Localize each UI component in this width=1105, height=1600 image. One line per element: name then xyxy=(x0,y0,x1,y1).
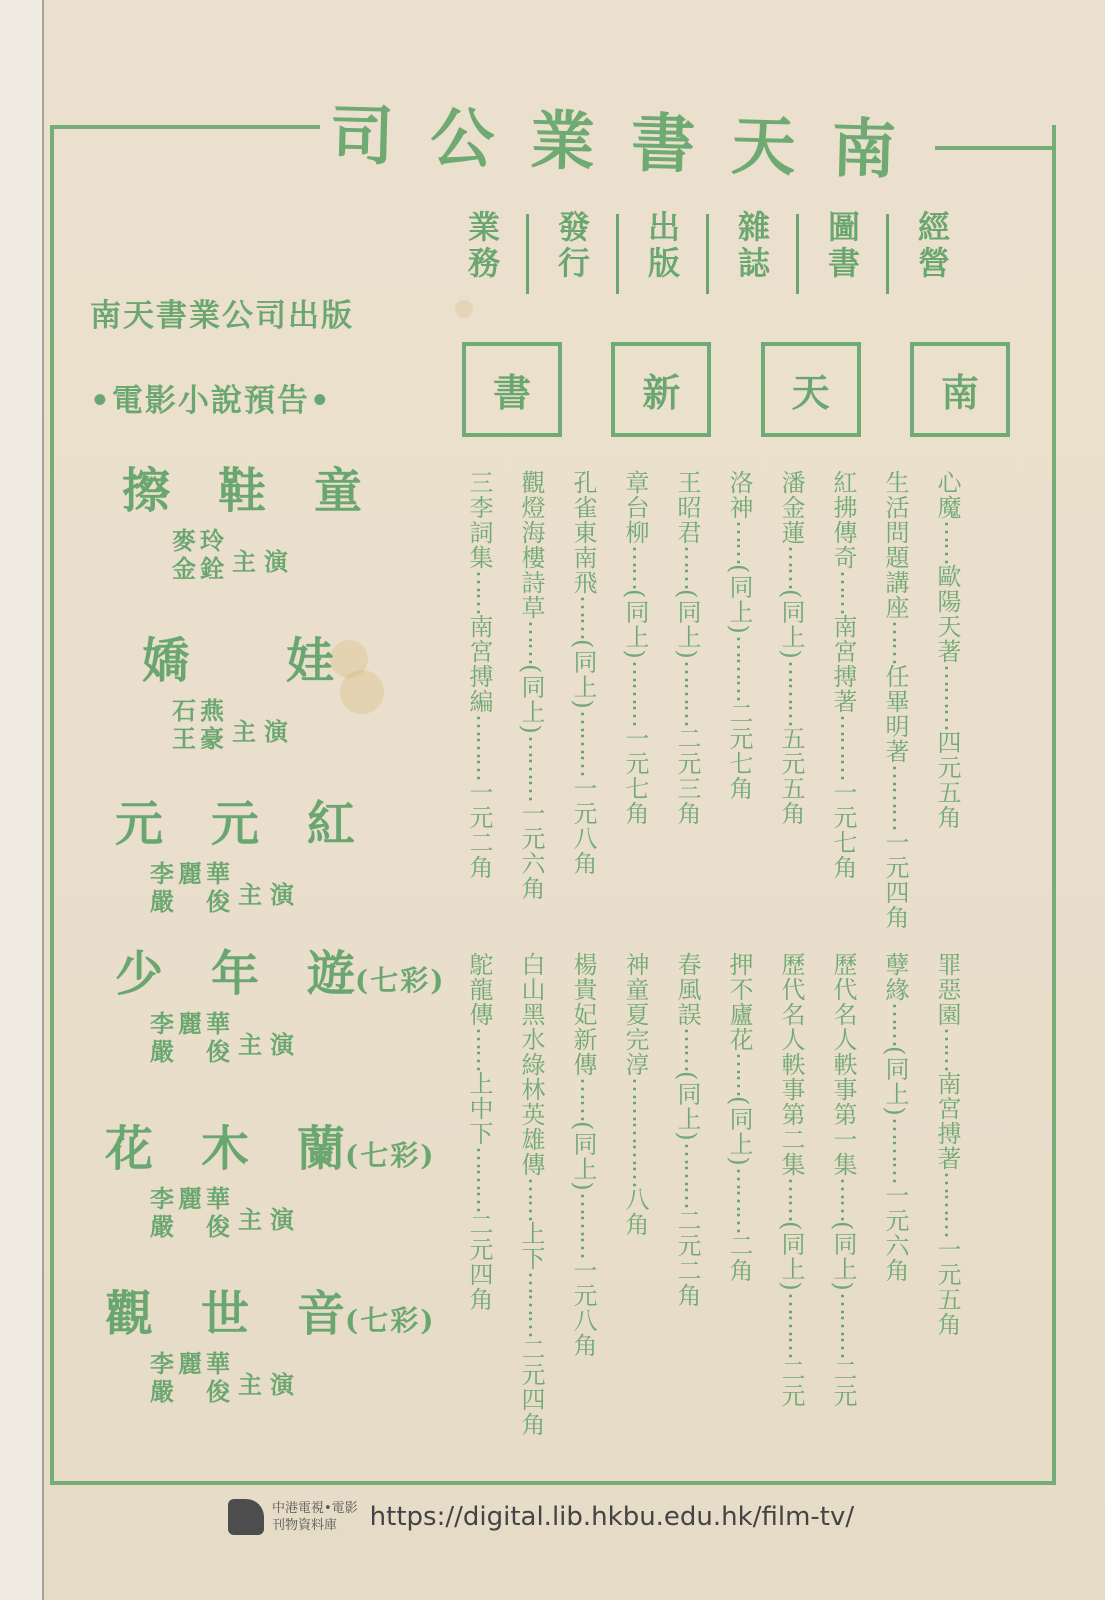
cast-name: 金銓 xyxy=(172,554,228,583)
cast-names xyxy=(172,697,228,753)
book-title: 王昭君 xyxy=(673,470,701,545)
book-entry xyxy=(724,952,754,1283)
leader-dots: ⋯⋯ xyxy=(829,1177,857,1221)
role-label: 主演 xyxy=(232,547,296,576)
film-title-text: 元 元 紅 xyxy=(115,796,356,852)
film-preview-panel xyxy=(90,290,430,420)
section-title: •電影小說預告• xyxy=(90,383,332,419)
film-title xyxy=(142,622,334,691)
film-title xyxy=(105,1110,436,1179)
book-author: 南宮搏著 xyxy=(829,614,857,714)
camera-logo-icon xyxy=(228,1499,264,1535)
leader-dots: ⋯⋯ xyxy=(465,570,493,614)
leader-dots: ⋯⋯ xyxy=(517,1177,545,1221)
leader-dots: ⋯⋯ xyxy=(673,545,701,589)
role-label: 主演 xyxy=(238,1030,302,1059)
book-author: (同上) xyxy=(881,1046,909,1117)
leader-dots: ⋯⋯ xyxy=(933,1027,961,1071)
book-entry xyxy=(516,470,546,901)
book-author: (同上) xyxy=(621,589,649,660)
book-title: 罪惡園 xyxy=(933,952,961,1027)
film-title-text: 花 木 蘭 xyxy=(105,1121,346,1177)
leader-dots: ⋯⋯ xyxy=(517,620,545,664)
book-entry xyxy=(672,952,702,1308)
leader-dots: ⋯⋯ xyxy=(725,520,753,564)
book-entry xyxy=(620,470,650,826)
film-cast xyxy=(150,1350,302,1406)
book-entry xyxy=(828,470,858,880)
cast-names xyxy=(150,860,234,916)
footer-org xyxy=(272,1500,358,1534)
book-author: 歐陽天著 xyxy=(933,564,961,664)
film-title xyxy=(105,1275,436,1344)
book-title: 鴕龍傳 xyxy=(465,952,493,1027)
footer-url[interactable]: https://digital.lib.hkbu.edu.hk/film-tv/ xyxy=(369,1502,855,1532)
book-title: 觀燈海樓詩草 xyxy=(517,470,545,620)
book-author: 上下 xyxy=(517,1221,545,1271)
title-char: 業 xyxy=(529,103,630,181)
color-tag: (七彩) xyxy=(345,1139,436,1172)
leader-dots: ⋯⋯ xyxy=(829,570,857,614)
business-line: 經營 xyxy=(913,210,951,282)
leader-dots: ⋯⋯ xyxy=(777,1177,805,1221)
leader-dots: ⋯⋯⋯ xyxy=(725,1166,753,1233)
book-author: (同上) xyxy=(725,564,753,635)
book-price: 二角 xyxy=(725,1232,753,1283)
book-price: 八角 xyxy=(621,1187,649,1237)
book-entry xyxy=(828,952,858,1408)
book-price: 二元三角 xyxy=(673,725,701,826)
film-title-text: 觀 世 音 xyxy=(105,1286,346,1342)
leader-dots: ⋯⋯⋯ xyxy=(829,1291,857,1358)
banner-box: 天 xyxy=(761,342,861,437)
book-price: 二元四角 xyxy=(517,1337,545,1437)
book-entry xyxy=(880,952,910,1283)
leader-dots: ⋯⋯ xyxy=(621,545,649,589)
cast-names xyxy=(150,1350,234,1406)
cast-name: 李麗華 xyxy=(150,1184,234,1213)
role-label: 主演 xyxy=(238,1205,302,1234)
color-tag: (七彩) xyxy=(355,964,446,997)
book-author: 南宮搏著 xyxy=(933,1071,961,1171)
book-entry xyxy=(568,952,598,1358)
book-title: 章台柳 xyxy=(621,470,649,545)
border-frame-top-left xyxy=(50,125,320,129)
book-entry xyxy=(516,952,546,1437)
role-label: 主演 xyxy=(232,717,296,746)
book-author: (同上) xyxy=(725,1096,753,1167)
leader-dots: ⋯⋯⋯ xyxy=(933,1171,961,1237)
leader-dots: ⋯⋯⋯ xyxy=(933,664,961,730)
book-title: 神童夏完淳 xyxy=(621,952,649,1077)
business-line: 出版 xyxy=(643,210,681,282)
book-title: 歷代名人軼事第二集 xyxy=(777,952,805,1177)
film-title-text: 少 年 遊 xyxy=(115,946,356,1002)
leader-dots: ⋯⋯ xyxy=(569,595,597,639)
film-title-text: 擦 鞋 童 xyxy=(122,463,363,519)
book-title: 白山黑水綠林英雄傳 xyxy=(517,952,545,1177)
cast-names xyxy=(172,527,228,583)
book-list xyxy=(462,470,982,1437)
company-title xyxy=(329,84,931,192)
leader-dots: ⋯⋯⋯ xyxy=(517,734,545,801)
title-char: 南 xyxy=(830,111,931,189)
book-author: 任畢明著 xyxy=(881,664,909,764)
book-entry xyxy=(724,470,754,801)
leader-dots: ⋯⋯⋯ xyxy=(673,1141,701,1208)
divider xyxy=(886,214,889,294)
cast-name: 嚴 俊 xyxy=(150,887,234,916)
leader-dots: ⋯⋯ xyxy=(465,1027,493,1071)
business-line: 發行 xyxy=(553,210,591,282)
book-entry xyxy=(932,952,962,1337)
book-price: 二元四角 xyxy=(465,1212,493,1312)
book-price: 一元六角 xyxy=(881,1182,909,1283)
footer-org-line: 刊物資料庫 xyxy=(272,1518,338,1533)
leader-dots: ⋯⋯⋯ xyxy=(777,1291,805,1358)
leader-dots: ⋯⋯ xyxy=(933,520,961,564)
book-title: 生活問題講座 xyxy=(881,470,909,620)
banner-box: 新 xyxy=(611,342,711,437)
book-price: 一元二角 xyxy=(465,780,493,880)
leader-dots: ⋯⋯⋯ xyxy=(881,1116,909,1183)
leader-dots: ⋯⋯ xyxy=(673,1027,701,1071)
leader-dots: ⋯⋯⋯ xyxy=(725,634,753,701)
cast-names xyxy=(150,1010,234,1066)
book-price: 二元 xyxy=(829,1357,857,1408)
leader-dots: ⋯⋯⋯ xyxy=(829,714,857,780)
book-price: 一元八角 xyxy=(569,1257,597,1358)
page-left-edge xyxy=(0,0,44,1600)
book-author: (同上) xyxy=(517,664,545,735)
publisher-heading: 南天書業公司出版 xyxy=(90,298,354,334)
banner-box: 南 xyxy=(910,342,1010,437)
cast-name: 嚴 俊 xyxy=(150,1377,234,1406)
leader-dots: ⋯⋯⋯ xyxy=(621,1121,649,1187)
business-line: 業務 xyxy=(463,210,501,282)
book-author: (同上) xyxy=(569,639,597,710)
divider xyxy=(706,214,709,294)
book-title: 孽緣 xyxy=(881,952,909,1002)
footer xyxy=(228,1492,854,1542)
title-char: 書 xyxy=(630,106,730,184)
role-label: 主演 xyxy=(238,1370,302,1399)
book-title: 孔雀東南飛 xyxy=(569,470,597,595)
book-author: 南宮搏編 xyxy=(465,614,493,714)
film-title xyxy=(122,452,362,521)
film-cast xyxy=(172,527,296,583)
cast-name: 嚴 俊 xyxy=(150,1212,234,1241)
book-title: 春風誤 xyxy=(673,952,701,1027)
leader-dots: ⋯⋯ xyxy=(881,1002,909,1046)
divider xyxy=(616,214,619,294)
book-entry xyxy=(776,470,806,826)
book-entry xyxy=(568,470,598,876)
book-entry xyxy=(880,470,910,930)
book-title: 楊貴妃新傳 xyxy=(569,952,597,1077)
leader-dots: ⋯⋯⋯ xyxy=(621,659,649,726)
book-entry xyxy=(672,470,702,826)
book-price: 一元八角 xyxy=(569,775,597,876)
book-price: 四元五角 xyxy=(933,730,961,830)
leader-dots: ⋯⋯ xyxy=(725,1052,753,1096)
leader-dots: ⋯⋯⋯ xyxy=(465,1146,493,1212)
book-entry xyxy=(620,952,650,1237)
book-entry xyxy=(464,470,494,880)
cast-name: 麥玲 xyxy=(172,526,228,555)
banner-box: 書 xyxy=(462,342,562,437)
cast-name: 李麗華 xyxy=(150,1349,234,1378)
book-author: 上中下 xyxy=(465,1071,493,1146)
film-cast xyxy=(150,1185,302,1241)
leader-dots: ⋯⋯⋯ xyxy=(517,1271,545,1337)
book-title: 潘金蓮 xyxy=(777,470,805,545)
footer-org-line: 中港電視•電影 xyxy=(272,1501,358,1516)
color-tag: (七彩) xyxy=(345,1304,436,1337)
leader-dots: ⋯⋯ xyxy=(777,545,805,589)
title-char: 天 xyxy=(730,108,831,187)
cast-name: 李麗華 xyxy=(150,1009,234,1038)
book-title: 三李詞集 xyxy=(465,470,493,570)
border-frame-top-right xyxy=(935,146,1056,150)
book-price: 二元二角 xyxy=(673,1207,701,1308)
cast-names xyxy=(150,1185,234,1241)
book-price: 一元七角 xyxy=(621,725,649,826)
leader-dots: ⋯⋯⋯ xyxy=(569,1191,597,1258)
book-price: 一元四角 xyxy=(881,830,909,930)
book-author: (同上) xyxy=(777,589,805,660)
title-char: 司 xyxy=(328,98,429,176)
book-title: 心魔 xyxy=(933,470,961,520)
book-price: 一元七角 xyxy=(829,780,857,880)
business-line: 雜誌 xyxy=(733,210,771,282)
divider xyxy=(526,214,529,294)
book-title: 押不廬花 xyxy=(725,952,753,1052)
leader-dots: ⋯⋯⋯ xyxy=(465,714,493,780)
business-lines xyxy=(462,210,952,300)
leader-dots: ⋯⋯⋯ xyxy=(673,659,701,726)
divider xyxy=(796,214,799,294)
leader-dots: ⋯⋯ xyxy=(621,1077,649,1121)
book-title: 歷代名人軼事第一集 xyxy=(829,952,857,1177)
title-char: 公 xyxy=(429,100,530,179)
book-entry xyxy=(464,952,494,1312)
cast-name: 王豪 xyxy=(172,724,228,753)
cast-name: 李麗華 xyxy=(150,859,234,888)
book-entry xyxy=(932,470,962,830)
film-title xyxy=(115,935,446,1004)
book-author: (同上) xyxy=(777,1221,805,1292)
film-cast xyxy=(150,860,302,916)
book-price: 二元七角 xyxy=(725,700,753,801)
book-price: 一元五角 xyxy=(933,1237,961,1337)
book-author: (同上) xyxy=(569,1121,597,1192)
leader-dots: ⋯⋯⋯ xyxy=(777,659,805,726)
book-price: 一元六角 xyxy=(517,800,545,901)
book-title: 洛神 xyxy=(725,470,753,520)
book-title: 紅拂傳奇 xyxy=(829,470,857,570)
film-cast xyxy=(150,1010,302,1066)
book-author: (同上) xyxy=(673,1071,701,1142)
role-label: 主演 xyxy=(238,880,302,909)
leader-dots: ⋯⋯⋯ xyxy=(569,709,597,776)
leader-dots: ⋯⋯ xyxy=(569,1077,597,1121)
leader-dots: ⋯⋯⋯ xyxy=(881,764,909,830)
book-author: (同上) xyxy=(673,589,701,660)
film-title-text: 嬌 娃 xyxy=(142,633,335,689)
cast-name: 石燕 xyxy=(172,696,228,725)
book-price: 五元五角 xyxy=(777,725,805,826)
film-title xyxy=(115,785,355,854)
book-author: (同上) xyxy=(829,1221,857,1292)
book-entry xyxy=(776,952,806,1408)
cast-name: 嚴 俊 xyxy=(150,1037,234,1066)
book-price: 二元 xyxy=(777,1357,805,1408)
film-cast xyxy=(172,697,296,753)
business-line: 圖書 xyxy=(823,210,861,282)
new-books-banner xyxy=(462,342,1010,452)
leader-dots: ⋯⋯ xyxy=(881,620,909,664)
